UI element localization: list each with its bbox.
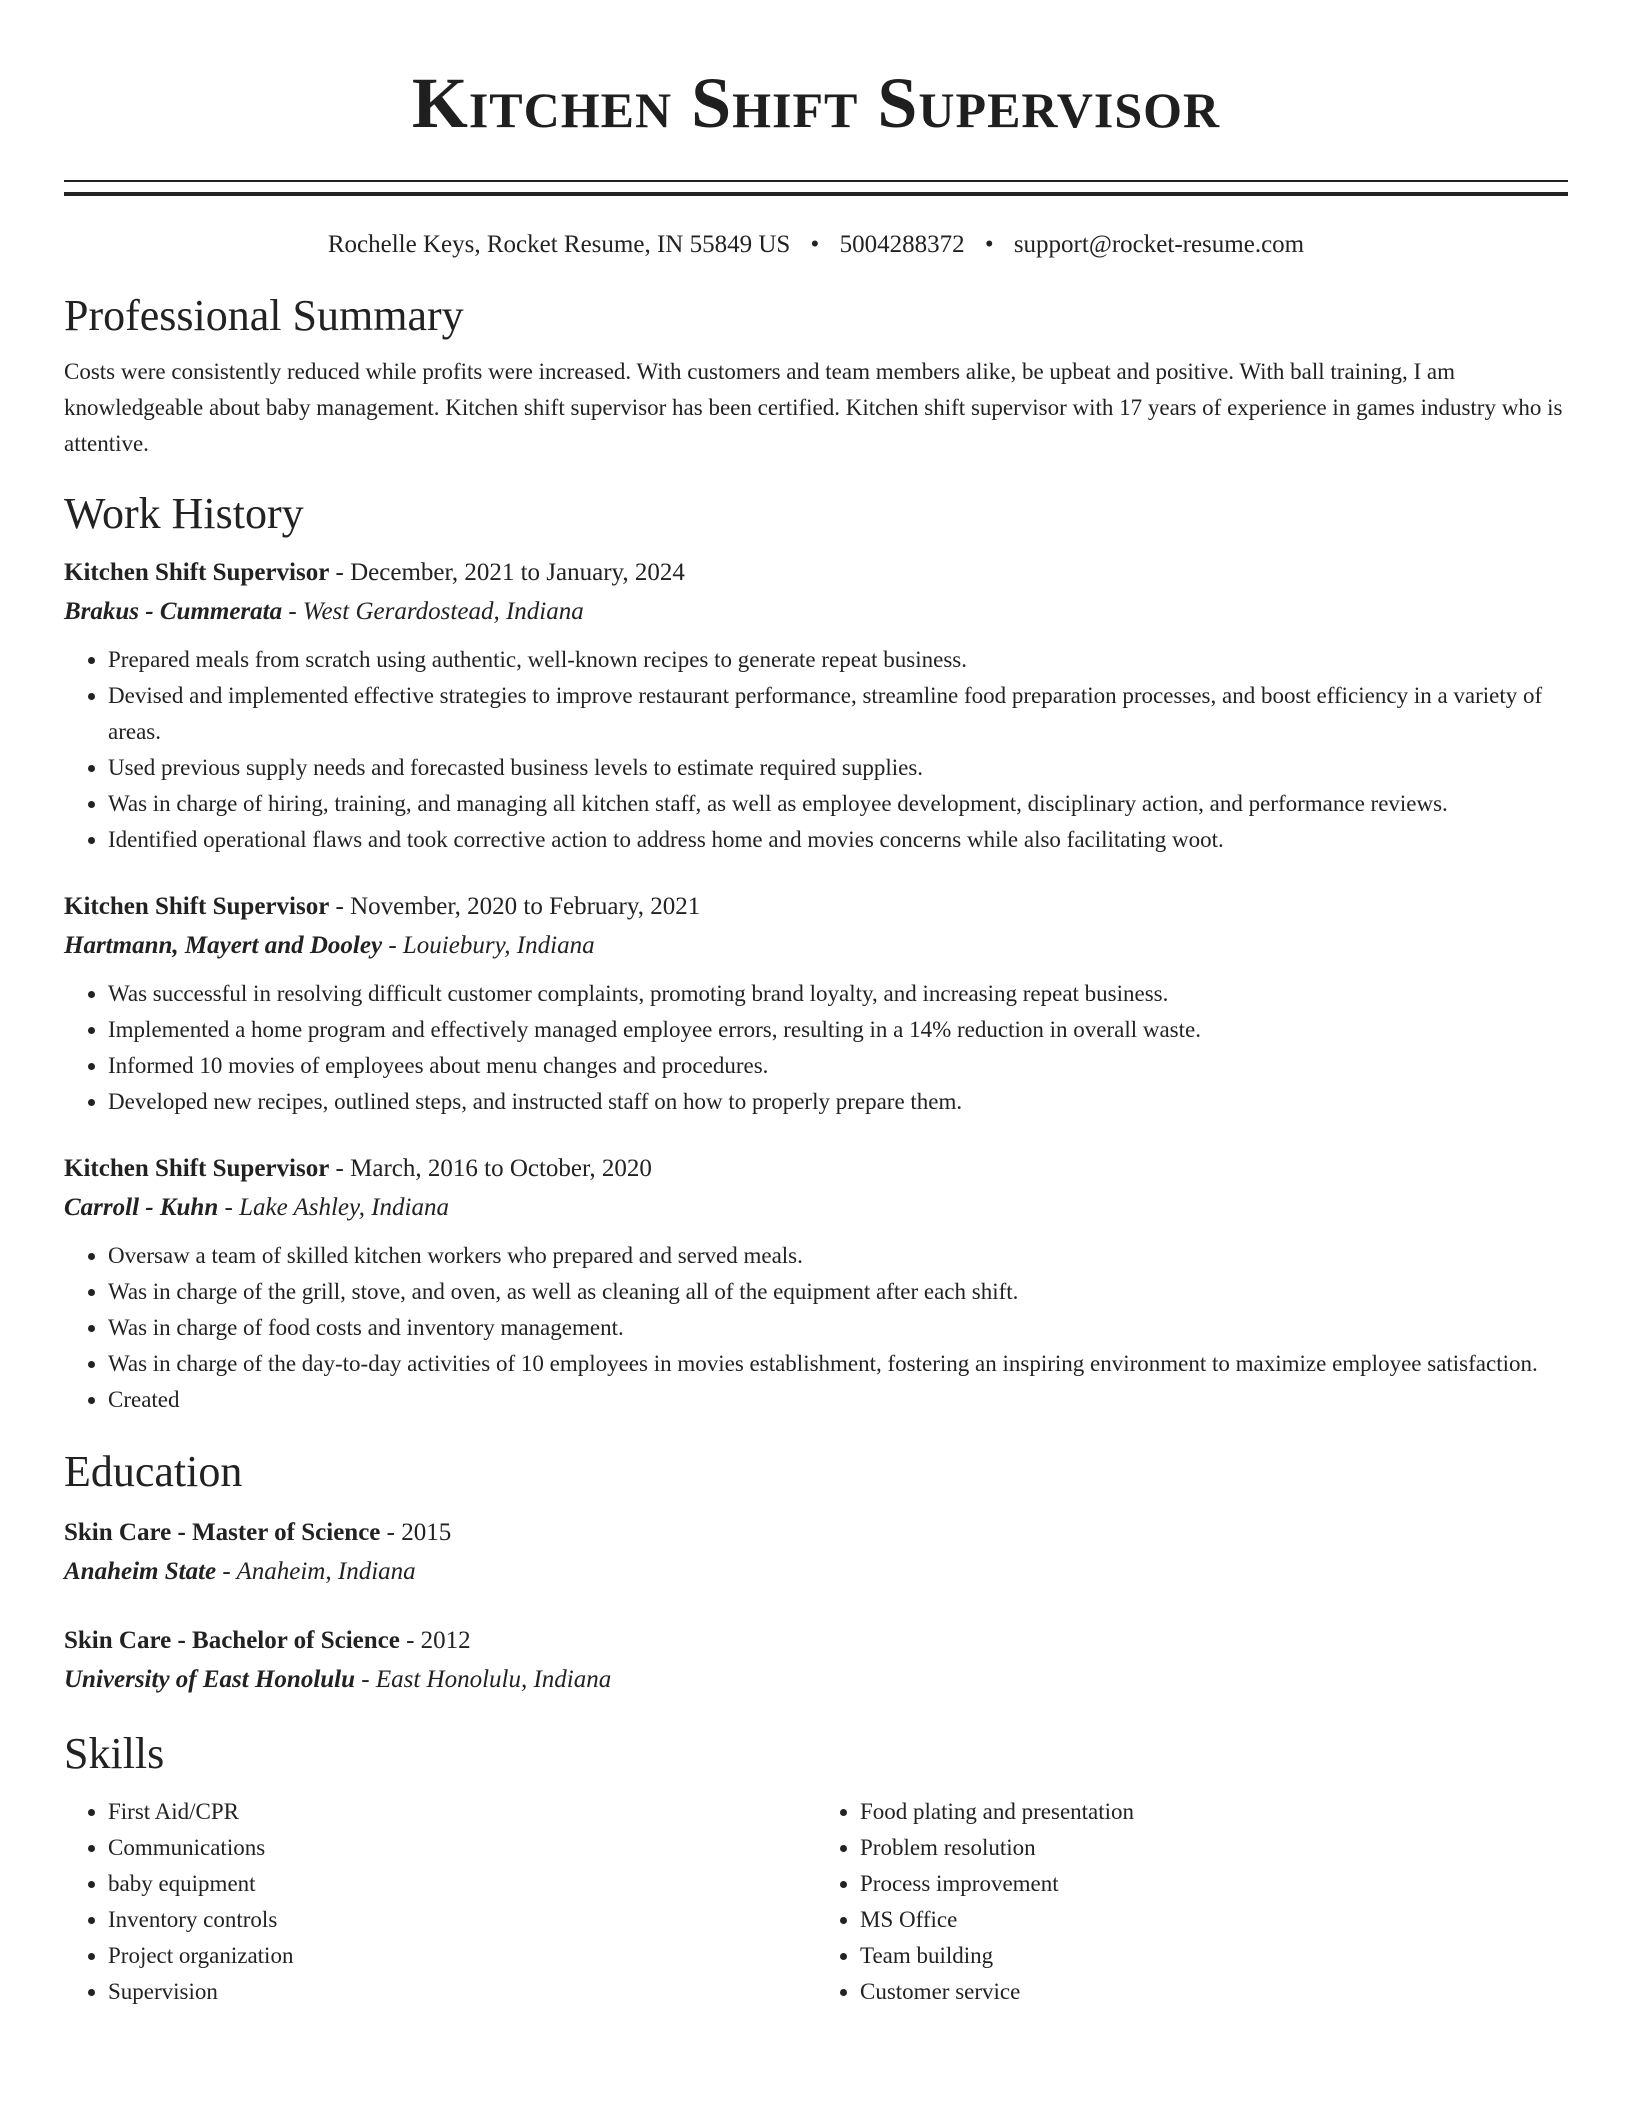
- skills-heading: Skills: [64, 1729, 165, 1778]
- job-bullet: • Informed 10 movies of employees about menu changes and procedures.: [108, 1048, 1568, 1084]
- skill-item: • Project organization: [108, 1938, 816, 1974]
- job-role: Kitchen Shift Supervisor: [64, 1155, 330, 1182]
- job-bullet: • Developed new recipes, outlined steps, and instructed staff on how to properly prepare them.: [108, 1084, 1568, 1120]
- job-bullet: • Implemented a home program and effectively managed employee errors, resulting in a 14% reduction in overall waste.: [108, 1012, 1568, 1048]
- contact-phone: 5004288372: [839, 231, 965, 258]
- summary-text: Costs were consistently reduced while profits were increased. With customers and team members alike, be upbeat and positive. With ball training, I am knowledgeable about baby management. Kitchen shift supervisor has been certified. Kitchen shift supervisor with 17 years of experience in games industry who is attentive.: [64, 359, 1563, 456]
- job-entry: [64, 888, 1568, 1120]
- skill-item: • Customer service: [860, 1974, 1568, 2010]
- skill-item: • Supervision: [108, 1974, 816, 2010]
- job-bullet: • Was successful in resolving difficult customer complaints, promoting brand loyalty, and increasing repeat business.: [108, 976, 1568, 1012]
- job-bullet: • Was in charge of hiring, training, and managing all kitchen staff, as well as employee development, disciplinary action, and performance reviews.: [108, 786, 1568, 822]
- job-dates: - December, 2021 to January, 2024: [329, 559, 685, 586]
- skill-item: • MS Office: [860, 1902, 1568, 1938]
- degree-year: - 2015: [380, 1519, 452, 1546]
- skill-item: • Communications: [108, 1830, 816, 1866]
- job-bullet: • Was in charge of the day-to-day activities of 10 employees in movies establishment, fostering an inspiring environment to maximize employee satisfaction.: [108, 1346, 1568, 1382]
- job-entry: [64, 1150, 1568, 1418]
- job-bullet: • Devised and implemented effective strategies to improve restaurant performance, streamline food preparation processes, and boost efficiency in a variety of areas.: [108, 678, 1568, 750]
- job-location: - Lake Ashley, Indiana: [218, 1194, 449, 1221]
- contact-line: [64, 228, 1568, 262]
- job-bullet: • Identified operational flaws and took corrective action to address home and movies concerns while also facilitating woot.: [108, 822, 1568, 858]
- job-company-line: [64, 926, 1568, 966]
- job-location: - West Gerardostead, Indiana: [282, 598, 584, 625]
- skill-item: • Process improvement: [860, 1866, 1568, 1902]
- skills-column-right: [816, 1794, 1568, 2010]
- job-bullet: • Created: [108, 1382, 1568, 1418]
- degree-year: - 2012: [399, 1627, 471, 1654]
- skill-item: • baby equipment: [108, 1866, 816, 1902]
- job-entry: [64, 554, 1568, 858]
- school-name: Anaheim State: [64, 1558, 217, 1585]
- summary-heading: Professional Summary: [64, 291, 464, 340]
- education-heading: Education: [64, 1447, 243, 1496]
- job-company-line: [64, 592, 1568, 632]
- job-title-line: [64, 888, 1568, 926]
- skill-item: • Team building: [860, 1938, 1568, 1974]
- skill-item: • First Aid/CPR: [108, 1794, 816, 1830]
- job-bullets: [64, 976, 1568, 1120]
- contact-address: Rochelle Keys, Rocket Resume, IN 55849 US: [327, 231, 791, 258]
- school-line: [64, 1660, 1568, 1700]
- resume-title: Kitchen Shift Supervisor: [411, 63, 1221, 143]
- job-title-line: [64, 554, 1568, 592]
- job-title-line: [64, 1150, 1568, 1188]
- job-company-line: [64, 1188, 1568, 1228]
- work-history-heading: Work History: [64, 489, 304, 538]
- skill-item: • Problem resolution: [860, 1830, 1568, 1866]
- job-company: Carroll - Kuhn: [64, 1194, 219, 1221]
- job-bullet: • Oversaw a team of skilled kitchen workers who prepared and served meals.: [108, 1238, 1568, 1274]
- contact-separator: •: [810, 231, 820, 258]
- degree-name: Skin Care - Master of Science: [64, 1519, 381, 1546]
- job-bullet: • Used previous supply needs and forecasted business levels to estimate required supplies.: [108, 750, 1568, 786]
- job-company: Hartmann, Mayert and Dooley: [64, 932, 383, 959]
- skill-item: • Food plating and presentation: [860, 1794, 1568, 1830]
- skill-item: • Inventory controls: [108, 1902, 816, 1938]
- job-dates: - November, 2020 to February, 2021: [329, 893, 701, 920]
- job-location: - Louiebury, Indiana: [382, 932, 595, 959]
- job-dates: - March, 2016 to October, 2020: [329, 1155, 652, 1182]
- education-entry: [64, 1622, 1568, 1700]
- job-bullet: • Was in charge of the grill, stove, and oven, as well as cleaning all of the equipment after each shift.: [108, 1274, 1568, 1310]
- degree-line: [64, 1514, 1568, 1552]
- school-name: University of East Honolulu: [64, 1666, 356, 1693]
- job-company: Brakus - Cummerata: [64, 598, 283, 625]
- job-bullet: • Prepared meals from scratch using authentic, well-known recipes to generate repeat business.: [108, 642, 1568, 678]
- degree-name: Skin Care - Bachelor of Science: [64, 1627, 400, 1654]
- contact-separator: •: [984, 231, 994, 258]
- job-role: Kitchen Shift Supervisor: [64, 893, 330, 920]
- degree-line: [64, 1622, 1568, 1660]
- school-location: - East Honolulu, Indiana: [355, 1666, 612, 1693]
- contact-email: support@rocket-resume.com: [1013, 231, 1305, 258]
- skills-column-left: [64, 1794, 816, 2010]
- school-location: - Anaheim, Indiana: [216, 1558, 416, 1585]
- job-role: Kitchen Shift Supervisor: [64, 559, 330, 586]
- job-bullets: [64, 1238, 1568, 1418]
- school-line: [64, 1552, 1568, 1592]
- title-divider: [64, 180, 1568, 196]
- job-bullet: • Was in charge of food costs and inventory management.: [108, 1310, 1568, 1346]
- skills-list: [64, 1794, 1568, 2010]
- job-bullets: [64, 642, 1568, 858]
- education-entry: [64, 1514, 1568, 1592]
